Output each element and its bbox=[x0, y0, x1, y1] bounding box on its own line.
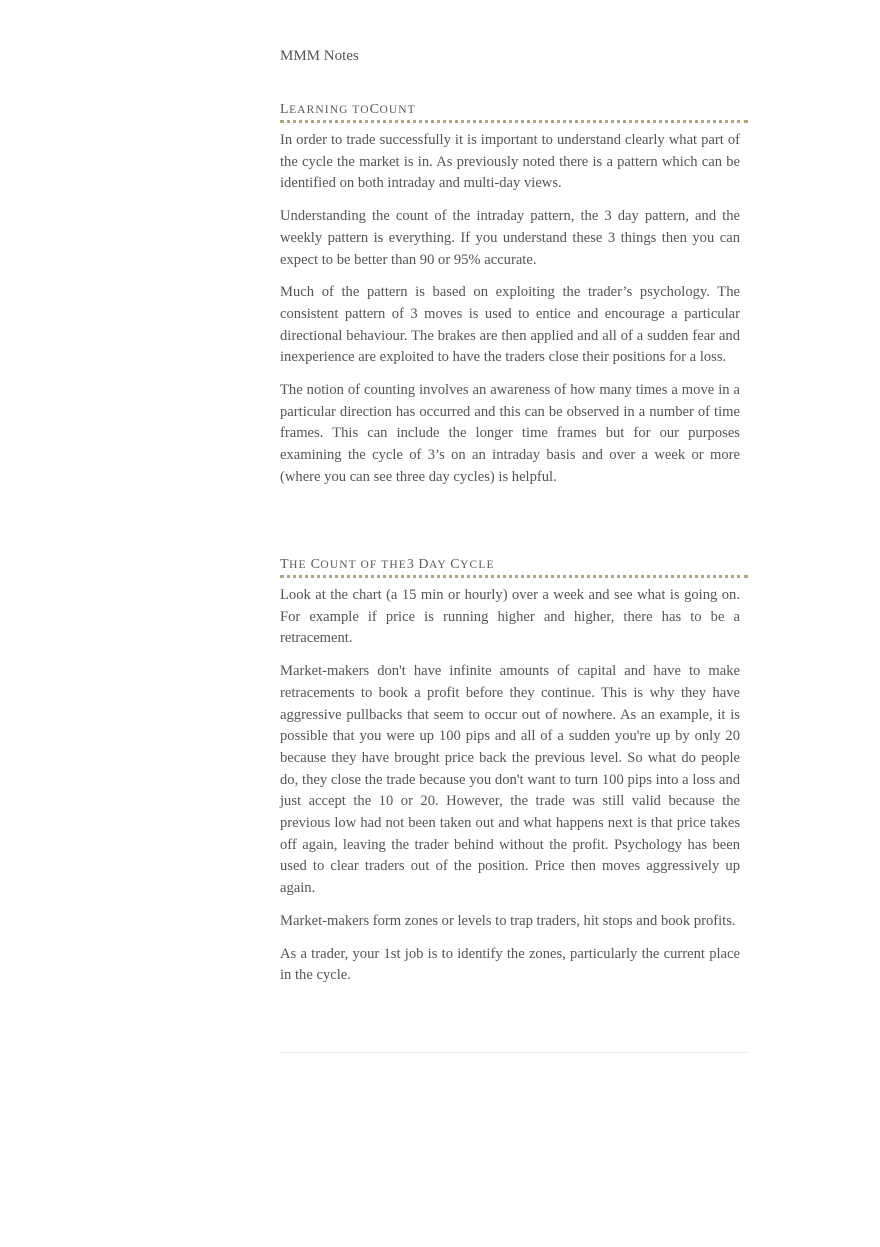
page-header: MMM Notes bbox=[280, 48, 359, 64]
paragraph: Market-makers form zones or levels to trap traders, hit stops and book profits. bbox=[280, 912, 736, 929]
paragraph: The notion of counting involves an awareness of how many times a move in a particular direction has occurred and this can be observed in a number of time frames. This can include the longer time frames but for our purposes examining the cycle of 3’s on an intraday basis and over a week or more (where you can see three day cycles) is helpful. bbox=[280, 382, 740, 485]
footer-divider bbox=[280, 1052, 748, 1053]
paragraph: In order to trade successfully it is important to understand clearly what part of the cycle the market is in. As previously noted there is a pattern which can be identified on both intraday and multi-day views. bbox=[280, 132, 740, 192]
paragraph: Market-makers don't have infinite amounts of capital and have to make retracements to book a profit before they continue. This is why they have aggressive pullbacks that seem to occur out of nowhere. As an example, it is possible that you were up 100 pips and all of a sudden you're up by only 20 because they have brought price back the previous level. So what do people do, they close the trade because you don't want to turn 100 pips into a loss and just accept the 10 or 20. However, the trade was still valid because the previous low had not been taken out and what happens next is that price takes off again, leaving the trader behind without the profit. Psychology has been used to clear traders out of the position. Price then moves aggressively up again. bbox=[280, 663, 740, 897]
paragraph: Look at the chart (a 15 min or hourly) over a week and see what is going on. For example if price is running higher and higher, there has to be a retracement. bbox=[280, 587, 740, 647]
paragraph: Understanding the count of the intraday pattern, the 3 day pattern, and the weekly pattern is everything. If you understand these 3 things then you can expect to be better than 90 or 95% accurate. bbox=[280, 208, 740, 268]
paragraph: As a trader, your 1st job is to identify the zones, particularly the current place in the cycle. bbox=[280, 945, 740, 984]
section-title: THE COUNT OF THE3 DAY CYCLE bbox=[280, 557, 748, 578]
paragraph: Much of the pattern is based on exploiting the trader’s psychology. The consistent pattern of 3 moves is used to entice and encourage a particular directional behaviour. The brakes are then applied and all of a sudden fear and inexperience are exploited to have the traders close their positions for a loss. bbox=[280, 284, 740, 366]
section-learning-to-count bbox=[280, 102, 748, 500]
section-title: LEARNING TOCOUNT bbox=[280, 102, 748, 123]
section-count-of-3-day-cycle bbox=[280, 557, 748, 998]
